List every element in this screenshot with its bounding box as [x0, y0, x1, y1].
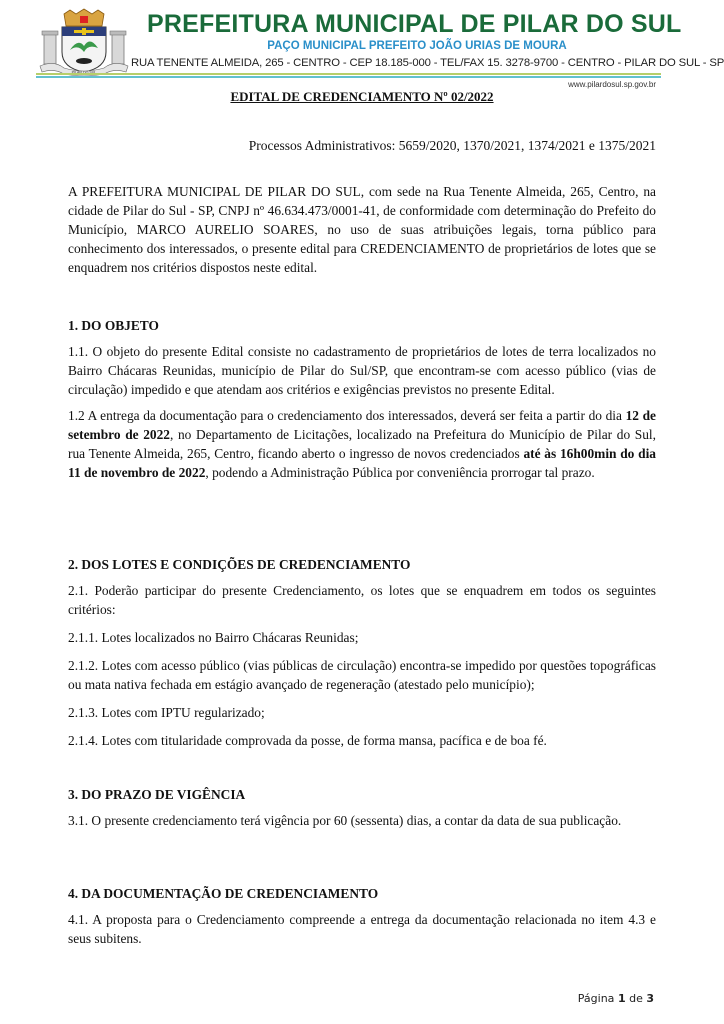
municipality-title: PREFEITURA MUNICIPAL DE PILAR DO SUL: [147, 10, 682, 38]
intro-paragraph: [68, 182, 656, 277]
clause-2-1: 2.1. Poderão participar do presente Credenciamento, os lotes que se enquadrem em todos os seguintes critérios:: [68, 583, 656, 617]
section-2: [68, 555, 656, 750]
municipality-subtitle: PAÇO MUNICIPAL PREFEITO JOÃO URIAS DE MOURA: [267, 40, 567, 52]
section-1: [68, 316, 656, 482]
start-date: 12 de setembro de 2022: [68, 408, 656, 442]
clause-1-1: 1.1. O objeto do presente Edital consiste no cadastramento de proprietários de lotes de terra localizados no Bairro Chácaras Reunidas, município de Pilar do Sul/SP, que encontram-se com acesso público (vias de circulação) impedido e que atendam aos critérios e exigências previstos no presente Edital.: [68, 344, 656, 397]
header-divider-green: [36, 73, 661, 75]
letterhead: [0, 0, 724, 92]
total-pages: 3: [646, 992, 654, 1005]
document-title: EDITAL DE CREDENCIAMENTO Nº 02/2022: [230, 89, 494, 104]
clause-2-1-3: 2.1.3. Lotes com IPTU regularizado;: [68, 705, 265, 720]
section-2-heading: 2. DOS LOTES E CONDIÇÕES DE CREDENCIAMENTO: [68, 557, 411, 572]
current-page: 1: [617, 992, 626, 1005]
administrative-processes: Processos Administrativos: 5659/2020, 1370/2021, 1374/2021 e 1375/2021: [248, 138, 656, 153]
section-1-heading: 1. DO OBJETO: [68, 318, 159, 333]
header-divider-blue: [36, 76, 661, 78]
clause-2-1-2: 2.1.2. Lotes com acesso público (vias públicas de circulação) encontra-se impedido por questões topográficas ou mata nativa fechada em estágio avançado de regeneração (atestado pelo município);: [68, 658, 656, 692]
section-4: [68, 884, 656, 948]
section-3: [68, 785, 656, 830]
page-number: Página 1 de 3: [577, 992, 654, 1005]
clause-3-1: 3.1. O presente credenciamento terá vigência por 60 (sessenta) dias, a contar da data de sua publicação.: [68, 813, 622, 828]
clause-2-1-1: 2.1.1. Lotes localizados no Bairro Chácaras Reunidas;: [68, 630, 359, 645]
municipality-address: RUA TENENTE ALMEIDA, 265 - CENTRO - CEP 18.185-000 - TEL/FAX 15. 3278-9700 - CENTRO - PILAR DO SUL - SP: [131, 57, 724, 69]
intro-text: A PREFEITURA MUNICIPAL DE PILAR DO SUL, com sede na Rua Tenente Almeida, 265, Centro, na cidade de Pilar do Sul - SP, CNPJ nº 46.634.473/0001-41, de conformidade com determinação do Prefeito do Município, MARCO AURELIO SOARES, no uso de suas atribuições legais, torna público para conhecimento dos interessados, o presente edital para CREDENCIAMENTO de proprietários de lotes que se enquadrem nos critérios dispostos neste edital.: [68, 184, 656, 275]
section-3-heading: 3. DO PRAZO DE VIGÊNCIA: [68, 787, 246, 802]
clause-4-1: 4.1. A proposta para o Credenciamento compreende a entrega da documentação relacionada no item 4.3 e seus subitens.: [68, 912, 656, 946]
clause-1-2: 1.2 A entrega da documentação para o credenciamento dos interessados, deverá ser feita a partir do dia 12 de setembro de 2022, no Departamento de Licitações, localizado na Prefeitura do Município de Pilar do Sul, rua Tenente Almeida, 265, Centro, ficando aberto o ingresso de novos credenciados até às 16h00min do dia 11 de novembro de 2022, podendo a Administração Pública por conveniência prorrogar tal prazo.: [68, 408, 656, 480]
clause-2-1-4: 2.1.4. Lotes com titularidade comprovada da posse, de forma mansa, pacífica e de boa fé.: [68, 733, 547, 748]
municipality-website: www.pilardosul.sp.gov.br: [568, 80, 656, 89]
deadline-date: até às 16h00min do dia 11 de novembro de 2022: [68, 446, 656, 480]
section-4-heading: 4. DA DOCUMENTAÇÃO DE CREDENCIAMENTO: [68, 886, 379, 901]
